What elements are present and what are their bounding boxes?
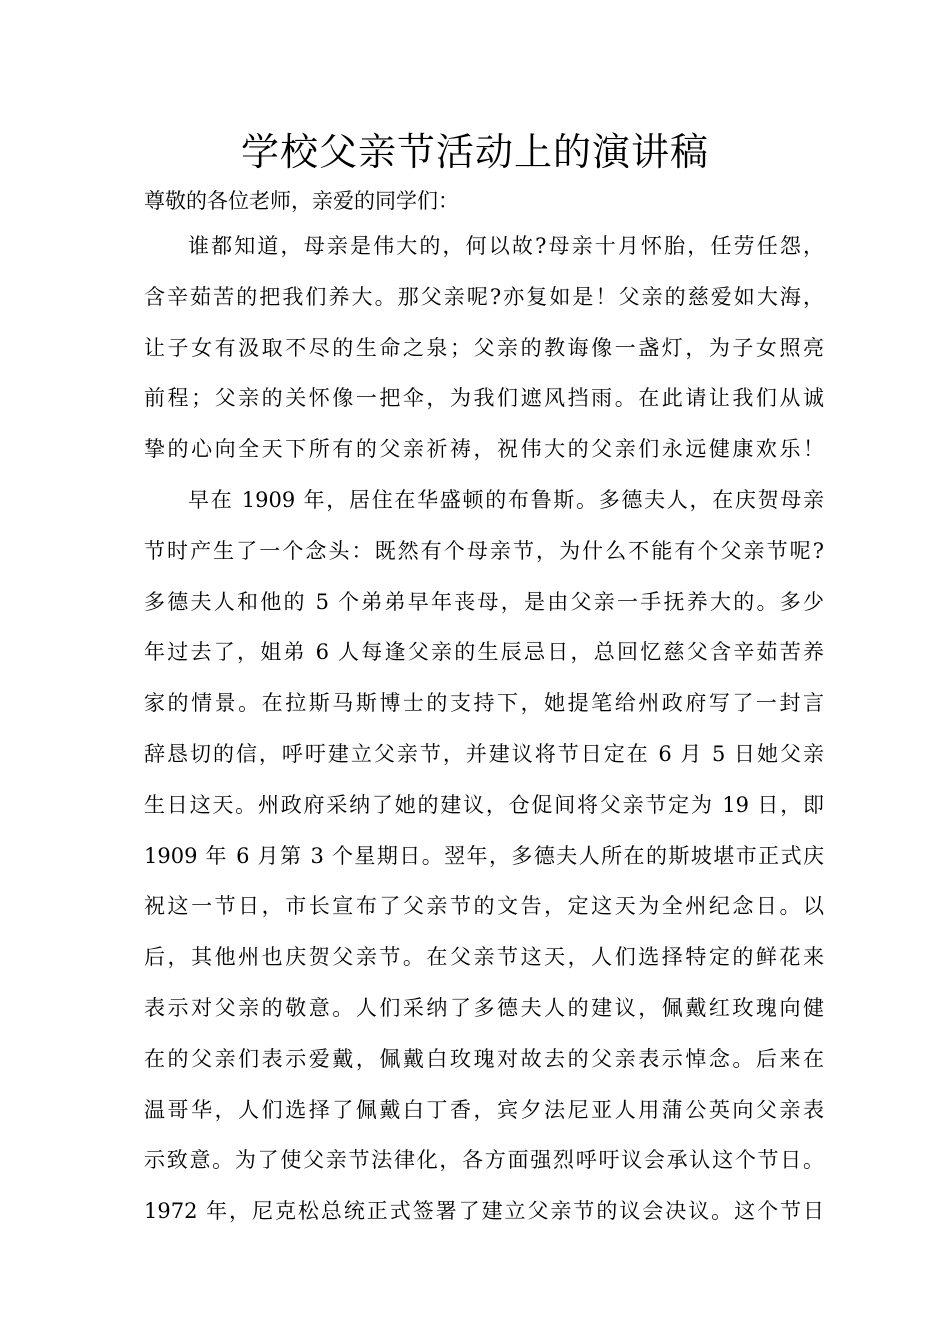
text-line: 表示对父亲的敬意。人们采纳了多德夫人的建议，佩戴红玫瑰向健 [144,995,824,1020]
text-line: 温哥华，人们选择了佩戴白丁香，宾夕法尼亚人用蒲公英向父亲表 [144,1097,824,1122]
text-line: 年过去了，姐弟 6 人每逢父亲的生辰忌日，总回忆慈父含辛茹苦养 [144,640,824,665]
text-line: 后，其他州也庆贺父亲节。在父亲节这天，人们选择特定的鲜花来 [144,945,824,970]
text-line: 1972 年，尼克松总统正式签署了建立父亲节的议会决议。这个节日 [144,1199,824,1224]
text-line: 家的情景。在拉斯马斯博士的支持下，她提笔给州政府写了一封言 [144,691,824,716]
text-line: 祝这一节日，市长宣布了父亲节的文告，定这天为全州纪念日。以 [144,894,824,919]
text-line: 生日这天。州政府采纳了她的建议，仓促间将父亲节定为 19 日，即 [144,792,824,817]
paragraph-1 [144,231,824,485]
text-line: 谁都知道，母亲是伟大的，何以故?母亲十月怀胎，任劳任怨， [188,234,824,258]
text-line: 1909 年 6 月第 3 个星期日。翌年，多德夫人所在的斯坡堪市正式庆 [144,843,824,868]
text-line: 挚的心向全天下所有的父亲祈祷，祝伟大的父亲们永远健康欢乐！ [144,437,824,462]
document-title: 学校父亲节活动上的演讲稿 [240,130,709,174]
text-line: 前程；父亲的关怀像一把伞，为我们遮风挡雨。在此请让我们从诚 [144,386,824,411]
text-line: 辞恳切的信，呼吁建立父亲节，并建议将节日定在 6 月 5 日她父亲 [144,741,824,766]
salutation: 尊敬的各位老师，亲爱的同学们： [144,189,459,213]
text-line: 节时产生了一个念头：既然有个母亲节，为什么不能有个父亲节呢? [144,538,824,563]
text-line: 含辛茹苦的把我们养大。那父亲呢?亦复如是！父亲的慈爱如大海， [144,284,824,309]
text-line: 早在 1909 年，居住在华盛顿的布鲁斯。多德夫人，在庆贺母亲 [188,487,824,512]
paragraph-2 [144,485,824,1247]
text-line: 让子女有汲取不尽的生命之泉；父亲的教诲像一盏灯，为子女照亮 [144,335,824,360]
text-line: 示致意。为了使父亲节法律化，各方面强烈呼吁议会承认这个节日。 [144,1148,824,1173]
document-body [144,186,824,1247]
text-line: 在的父亲们表示爱戴，佩戴白玫瑰对故去的父亲表示悼念。后来在 [144,1046,824,1071]
text-line: 多德夫人和他的 5 个弟弟早年丧母，是由父亲一手抚养大的。多少 [144,589,824,614]
